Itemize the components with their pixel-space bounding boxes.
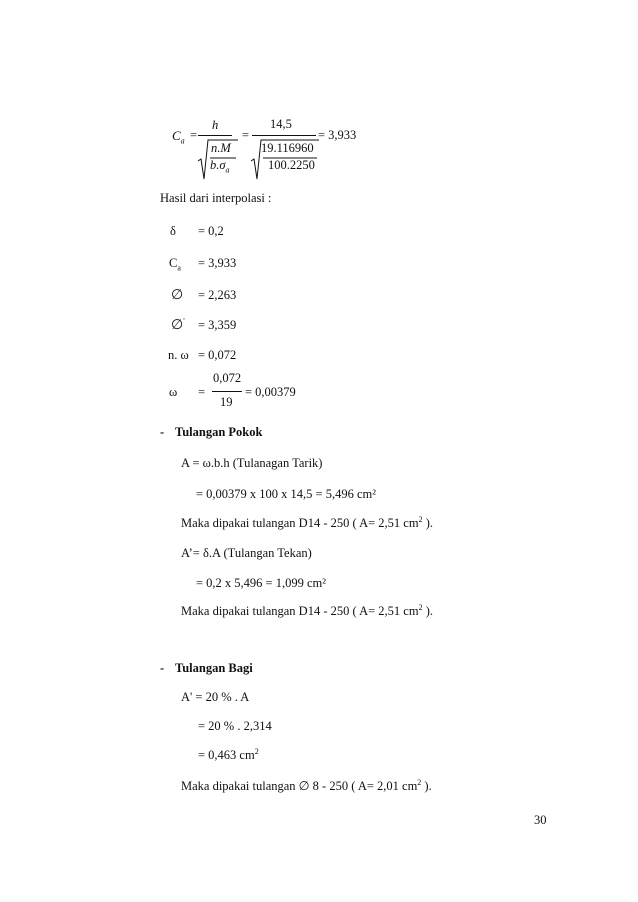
ca-num2: 14,5 <box>270 117 292 131</box>
interp-sym: ∅ <box>171 288 184 303</box>
interp-val: = 0,2 <box>198 224 224 238</box>
interp-heading: Hasil dari interpolasi : <box>160 191 272 205</box>
interp-val: = 2,263 <box>198 288 237 302</box>
interp-val: = 3,359 <box>198 318 237 332</box>
interp-sym: δ <box>170 224 176 238</box>
bagi-line3: = 0,463 $cm^2$ <box>198 746 259 762</box>
omega-den: 19 <box>220 395 233 409</box>
ca-result: = 3,933 <box>318 128 357 142</box>
omega-num: 0,072 <box>213 371 242 385</box>
page-number: 30 <box>534 813 547 827</box>
interp-sym: ∅' <box>171 316 185 333</box>
interp-sym: n. ω <box>168 348 189 362</box>
ca-num1: h <box>212 118 219 132</box>
interp-val: = 3,933 <box>198 256 237 270</box>
ca-fraction-bar2 <box>252 135 316 136</box>
ca-den2-top: 19.116960 <box>261 141 314 155</box>
pokok-line5: = 0,2 x 5,496 = 1,099 cm² <box>196 576 326 590</box>
ca-den1-top: n.M <box>211 141 231 155</box>
pokok-line3: Maka dipakai tulangan D14 - 250 ( A= 2,51 $cm^2$ ). <box>181 514 433 530</box>
omega-result: = 0,00379 <box>245 385 296 399</box>
ca-den1-bot: $b.\sigma_a$ <box>210 158 230 175</box>
pokok-line4: A’= δ.A (Tulangan Tekan) <box>181 546 312 560</box>
bagi-dash: - <box>160 661 165 675</box>
interp-sym: $C_a$ <box>169 256 181 273</box>
pokok-line2: = 0,00379 x 100 x 14,5 = 5,496 cm² <box>196 487 376 501</box>
interp-val: = 0,072 <box>198 348 237 362</box>
bagi-title: Tulangan Bagi <box>175 661 253 675</box>
ca-lhs: $C_a$ <box>172 128 185 146</box>
omega-eq: = <box>198 385 206 399</box>
ca-fraction-bar1 <box>198 135 232 136</box>
ca-eq1: = <box>190 128 198 142</box>
ca-eq2: = <box>242 128 250 142</box>
omega-sym: ω <box>169 385 178 399</box>
omega-fraction-bar <box>212 391 242 392</box>
bagi-line4: Maka dipakai tulangan ∅ 8 - 250 ( A= 2,01 $cm^2$ ). <box>181 777 432 793</box>
bagi-line1: A' = 20 % . A <box>181 690 250 704</box>
pokok-line1: A = ω.b.h (Tulanagan Tarik) <box>181 456 323 470</box>
bagi-line2: = 20 % . 2,314 <box>198 719 272 733</box>
pokok-line6: Maka dipakai tulangan D14 - 250 ( A= 2,51 $cm^2$ ). <box>181 602 433 618</box>
ca-den2-bot: 100.2250 <box>268 158 315 172</box>
pokok-title: Tulangan Pokok <box>175 425 263 439</box>
pokok-dash: - <box>160 425 165 439</box>
